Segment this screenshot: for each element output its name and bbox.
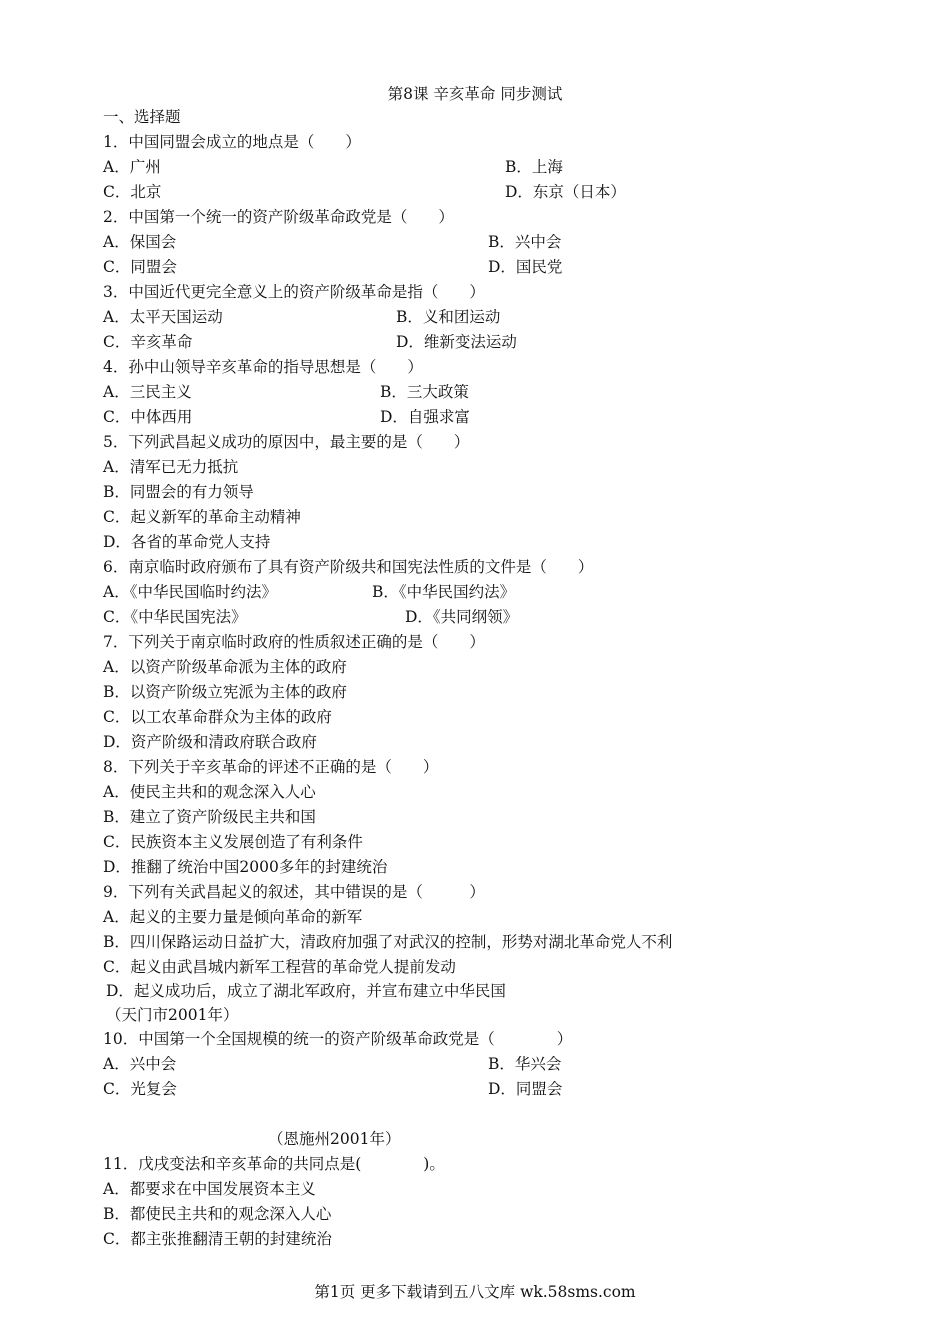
question-stem: 8．下列关于辛亥革命的评述不正确的是（ ） xyxy=(103,758,439,776)
option-c: C．起义由武昌城内新军工程营的革命党人提前发动 xyxy=(103,958,456,976)
option-a: A．三民主义 xyxy=(103,383,192,401)
option-a: A．保国会 xyxy=(103,233,177,251)
option-c: C．光复会 xyxy=(103,1080,177,1098)
option-c: C．同盟会 xyxy=(103,258,177,276)
section-heading: 一、选择题 xyxy=(103,108,181,126)
option-d: D．维新变法运动 xyxy=(396,333,517,351)
option-a: A．兴中会 xyxy=(103,1055,177,1073)
option-c: C．民族资本主义发展创造了有利条件 xyxy=(103,833,363,851)
option-d: D．同盟会 xyxy=(488,1080,563,1098)
option-a: A．《中华民国临时约法》 xyxy=(103,583,277,601)
option-d: D．资产阶级和清政府联合政府 xyxy=(103,733,317,751)
option-b: B．三大政策 xyxy=(380,383,469,401)
option-a: A．清军已无力抵抗 xyxy=(103,458,239,476)
question-stem: 5．下列武昌起义成功的原因中，最主要的是（ ） xyxy=(103,433,470,451)
question-stem: 3．中国近代更完全意义上的资产阶级革命是指（ ） xyxy=(103,283,485,301)
option-d: D．东京（日本） xyxy=(505,183,626,201)
question-stem: 10．中国第一个全国规模的统一的资产阶级革命政党是（ ） xyxy=(103,1030,573,1048)
question-stem: 7．下列关于南京临时政府的性质叙述正确的是（ ） xyxy=(103,633,485,651)
question-stem: 2．中国第一个统一的资产阶级革命政党是（ ） xyxy=(103,208,454,226)
page-title: 第8课 辛亥革命 同步测试 xyxy=(387,85,563,103)
option-d: D．起义成功后，成立了湖北军政府，并宣布建立中华民国 xyxy=(106,982,506,1000)
option-c: C．起义新军的革命主动精神 xyxy=(103,508,301,526)
option-c: C．辛亥革命 xyxy=(103,333,193,351)
option-b: B．四川保路运动日益扩大，清政府加强了对武汉的控制，形势对湖北革命党人不利 xyxy=(103,933,673,951)
option-a: A．起义的主要力量是倾向革命的新军 xyxy=(103,908,363,926)
option-b: B．都使民主共和的观念深入人心 xyxy=(103,1205,332,1223)
option-b: B．同盟会的有力领导 xyxy=(103,483,254,501)
option-d: D．自强求富 xyxy=(380,408,470,426)
option-d: D．推翻了统治中国2000多年的封建统治 xyxy=(103,858,388,876)
option-b: B．以资产阶级立宪派为主体的政府 xyxy=(103,683,347,701)
question-source: （恩施州2001年） xyxy=(268,1130,401,1148)
option-c: C．中体西用 xyxy=(103,408,193,426)
option-c: C．以工农革命群众为主体的政府 xyxy=(103,708,332,726)
option-b: B．上海 xyxy=(505,158,563,176)
option-a: A．太平天国运动 xyxy=(103,308,223,326)
option-b: B．华兴会 xyxy=(488,1055,562,1073)
option-c: C．北京 xyxy=(103,183,162,201)
option-b: B．《中华民国约法》 xyxy=(372,583,516,601)
option-a: A．都要求在中国发展资本主义 xyxy=(103,1180,316,1198)
option-b: B．兴中会 xyxy=(488,233,562,251)
question-stem: 6．南京临时政府颁布了具有资产阶级共和国宪法性质的文件是（ ） xyxy=(103,558,594,576)
question-source: （天门市2001年） xyxy=(106,1006,239,1024)
question-stem: 11．戊戌变法和辛亥革命的共同点是( )。 xyxy=(103,1155,445,1173)
option-a: A．以资产阶级革命派为主体的政府 xyxy=(103,658,347,676)
option-c: C．都主张推翻清王朝的封建统治 xyxy=(103,1230,332,1248)
option-c: C．《中华民国宪法》 xyxy=(103,608,247,626)
page-footer: 第1页 更多下载请到五八文库 wk.58sms.com xyxy=(314,1283,636,1301)
option-d: D．国民党 xyxy=(488,258,563,276)
option-d: D．《共同纲领》 xyxy=(405,608,519,626)
question-stem: 4．孙中山领导辛亥革命的指导思想是（ ） xyxy=(103,358,423,376)
option-b: B．建立了资产阶级民主共和国 xyxy=(103,808,316,826)
option-a: A．使民主共和的观念深入人心 xyxy=(103,783,316,801)
question-stem: 1．中国同盟会成立的地点是（ ） xyxy=(103,133,361,151)
question-stem: 9．下列有关武昌起义的叙述，其中错误的是（ ） xyxy=(103,883,485,901)
option-b: B．义和团运动 xyxy=(396,308,501,326)
option-a: A．广州 xyxy=(103,158,161,176)
option-d: D．各省的革命党人支持 xyxy=(103,533,271,551)
